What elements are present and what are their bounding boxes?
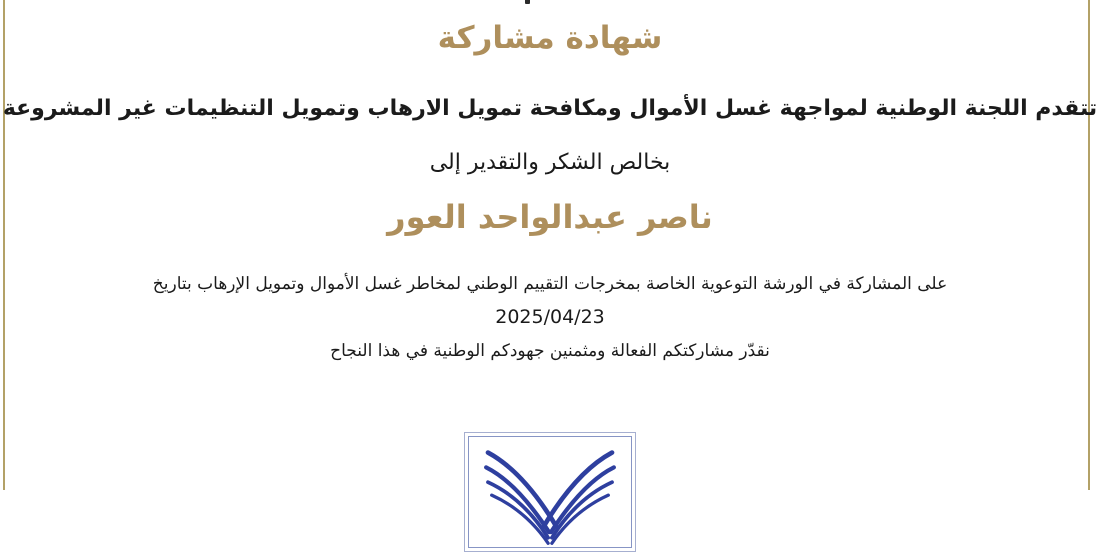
recipient-name: ناصر عبدالواحد العور (387, 198, 713, 236)
issuer-line: تتقدم اللجنة الوطنية لمواجهة غسل الأموال ومكافحة تمويل الارهاب وتمويل التنظيمات غير المشروعة (2, 96, 1098, 121)
organization-logo-inner-frame (468, 436, 632, 548)
cropped-content-remnant (525, 0, 530, 4)
certificate-title: شهادة مشاركة (437, 20, 663, 56)
workshop-date: 2025/04/23 (495, 306, 605, 328)
salutation-line: بخالص الشكر والتقدير إلى (429, 150, 671, 175)
appreciation-line: نقدّر مشاركتكم الفعالة ومثمنين جهودكم الوطنية في هذا النجاح (330, 341, 770, 361)
participation-line: على المشاركة في الورشة التوعوية الخاصة بمخرجات التقييم الوطني لمخاطر غسل الأموال وتمويل الإرهاب بتاريخ (152, 274, 948, 294)
wings-emblem-icon (475, 447, 625, 547)
organization-logo-frame (464, 432, 636, 552)
gold-border-left (3, 0, 5, 490)
gold-border-right (1088, 0, 1090, 490)
